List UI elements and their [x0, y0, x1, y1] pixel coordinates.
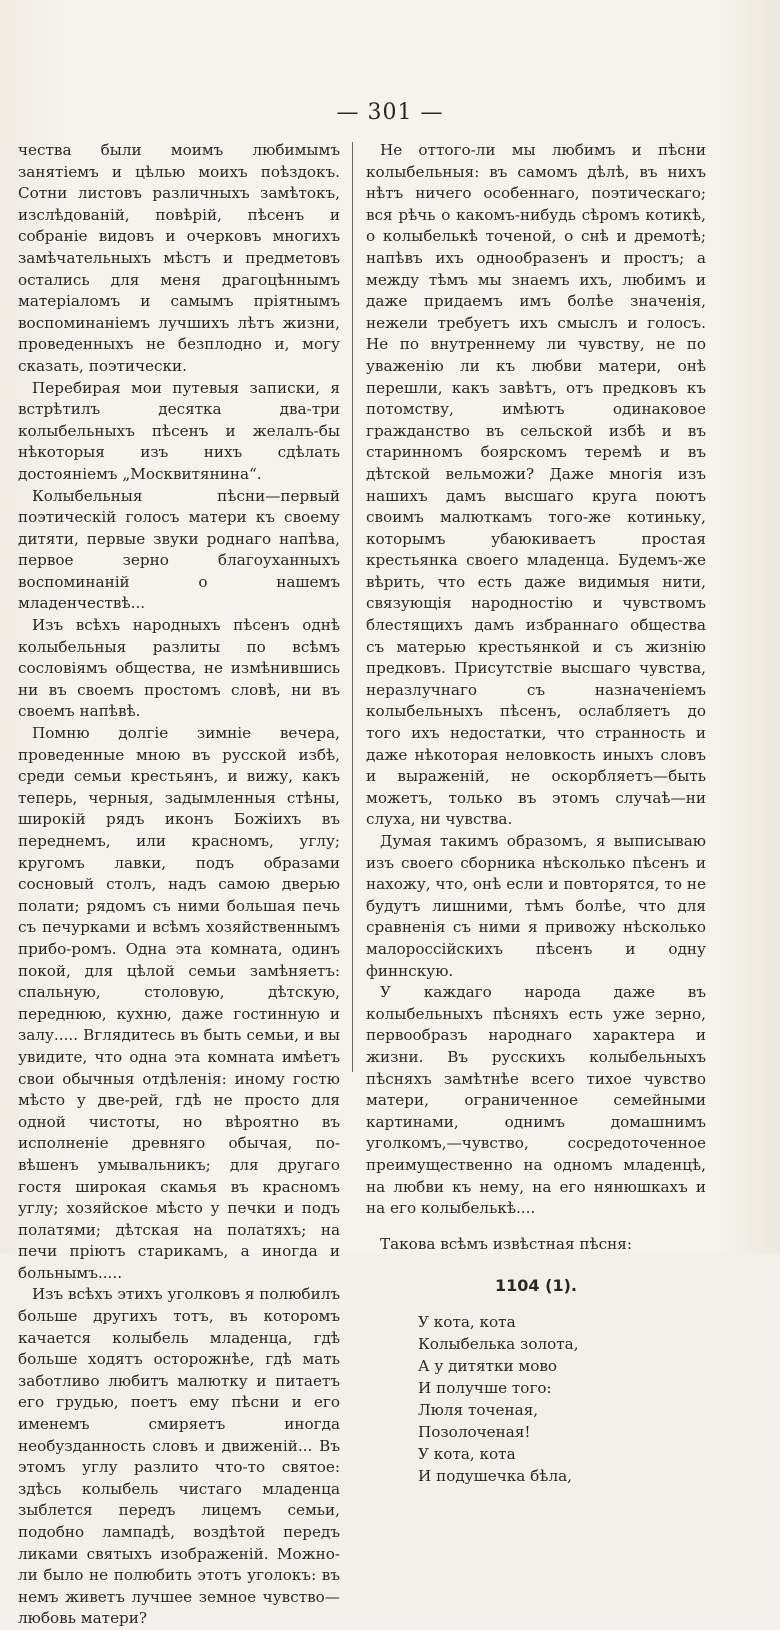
page-number: — 301 —: [336, 100, 444, 125]
verse-line: И получше того:: [418, 1378, 552, 1397]
paragraph: Не оттого-ли мы любимъ и пѣсни колыбельныя: въ самомъ дѣлѣ, въ нихъ нѣтъ ничего особеннаго, поэтическаго; вся рѣчь о какомъ-нибудь сѣромъ котикѣ, о колыбелькѣ точеной, о снѣ и дремотѣ; напѣвъ ихъ однообразенъ и простъ; а между тѣмъ мы знаемъ ихъ, любимъ и даже придаемъ имъ болѣе значенія, нежели требуетъ ихъ смыслъ и голосъ. Не по внутреннему ли чувству, не по уваженію ли къ любви матери, онѣ перешли, какъ завѣтъ, отъ предковъ къ потомству, имѣютъ одинаковое гражданство въ сельской избѣ и въ старинномъ боярскомъ теремѣ и въ дѣтской вельможи? Даже многія изъ нашихъ дамъ высшаго круга поютъ своимъ малюткамъ того-же котиньку, которымъ убаюкиваетъ простая крестьянка своего младенца. Будемъ-же вѣрить, что есть даже видимыя нити, связующія народностію и чувствомъ блестящихъ дамъ избраннаго общества съ матерью крестьянкой и съ жизнію предковъ. Присутствіе высшаго чувства, неразлучнаго съ назначеніемъ колыбельныхъ пѣсенъ, ослабляетъ до того ихъ недостатки, что странность и даже нѣкоторая неловкость иныхъ словъ и выраженій, не оскорбляетъ—быть можетъ, только въ этомъ случаѣ—ни слуха, ни чувства.: [366, 141, 706, 829]
verse-line: У кота, кота: [418, 1312, 516, 1331]
left-column: [18, 140, 340, 1630]
paragraph: чества были моимъ любимымъ занятіемъ и цѣлью моихъ поѣздокъ. Сотни листовъ различныхъ замѣтокъ, изслѣдованій, повѣрій, пѣсенъ и собраніе видовъ и очерковъ многихъ замѣчательныхъ мѣстъ и предметовъ остались для меня драгоцѣннымъ матеріаломъ и самымъ пріятнымъ воспоминаніемъ лучшихъ лѣтъ жизни, проведенныхъ не безплодно и, могу сказать, поэтически.: [18, 141, 340, 375]
right-column: [366, 140, 706, 1487]
verse-line: Колыбелька золота,: [418, 1334, 579, 1353]
verse-line: Позолоченая!: [418, 1422, 531, 1441]
paragraph: Колыбельныя пѣсни—первый поэтическій голосъ матери къ своему дитяти, первые звуки роднаго напѣва, первое зерно благоуханныхъ воспоминаній о нашемъ младенчествѣ...: [18, 486, 340, 613]
song-intro: Такова всѣмъ извѣстная пѣсня:: [380, 1234, 632, 1253]
paragraph: Помню долгіе зимніе вечера, проведенные мною въ русской избѣ, среди семьи крестьянъ, и вижу, какъ теперь, черныя, задымленныя стѣны, широкій рядъ иконъ Божіихъ въ переднемъ, или красномъ, углу; кругомъ лавки, подъ образами сосновый столъ, надъ самою дверью полати; рядомъ съ ними большая печь съ печурками и всѣмъ хозяйственнымъ прибо-ромъ. Одна эта комната, одинъ покой, для цѣлой семьи замѣняетъ: спальную, столовую, дѣтскую, переднюю, кухню, даже гостинную и залу..... Вглядитесь въ быть семьи, и вы увидите, что одна эта комната имѣетъ свои обычныя отдѣленія: иному гостю мѣсто у две-рей, гдѣ не просто для одной чистоты, но вѣроятно въ исполненіе древняго обычая, по-вѣшенъ умывальникъ; для другаго гостя широкая скамья въ красномъ углу; хозяйское мѣсто у печки и подъ полатями; дѣтская на полатяхъ; на печи пріютъ старикамъ, а иногда и больнымъ.....: [18, 724, 340, 1282]
verse-line: И подушечка бѣла,: [418, 1466, 572, 1485]
paragraph: Изъ всѣхъ этихъ уголковъ я полюбилъ больше другихъ тотъ, въ которомъ качается колыбель младенца, гдѣ больше ходятъ осторожнѣе, гдѣ мать заботливо любитъ малютку и питаетъ его грудью, поетъ ему пѣсни и его именемъ смиряетъ иногда необузданность словъ и движеній... Въ этомъ углу разлито что-то святое: здѣсь колыбель чистаго младенца зыблется передъ лицемъ семьи, подобно лампадѣ, воздѣтой передъ ликами святыхъ изображеній. Можно-ли было не полюбить этотъ уголокъ: въ немъ живетъ лучшее земное чувство—любовь матери?: [18, 1285, 340, 1628]
verse-line: Люля точеная,: [418, 1400, 539, 1419]
paragraph: Перебирая мои путевыя записки, я встрѣтилъ десятка два-три колыбельныхъ пѣсенъ и желалъ-бы нѣкоторыя изъ нихъ сдѣлать достояніемъ „Москвитянина“.: [18, 378, 340, 483]
song-number: 1104 (1).: [495, 1276, 577, 1296]
paragraph: Изъ всѣхъ народныхъ пѣсенъ однѣ колыбельныя разлиты по всѣмъ сословіямъ общества, не измѣнившись ни въ своемъ простомъ словѣ, ни въ своемъ напѣвѣ.: [18, 616, 340, 721]
verse-line: У кота, кота: [418, 1444, 516, 1463]
verse-line: А у дитятки мово: [418, 1356, 558, 1375]
paragraph: Думая такимъ образомъ, я выписываю изъ своего сборника нѣсколько пѣсенъ и нахожу, что, онѣ если и повторятся, то не будутъ лишними, тѣмъ болѣе, что для сравненія съ ними я привожу нѣсколько малороссійскихъ пѣсенъ и одну финнскую.: [366, 832, 706, 980]
paragraph: У каждаго народа даже въ колыбельныхъ пѣсняхъ есть уже зерно, первообразъ народнаго характера и жизни. Въ русскихъ колыбельныхъ пѣсняхъ замѣтнѣе всего тихое чувство матери, ограниченное семейными картинами, однимъ домашнимъ уголкомъ,—чувство, сосредоточенное преимущественно на одномъ младенцѣ, на любви къ нему, на его нянюшкахъ и на его колыбелькѣ....: [366, 983, 706, 1218]
column-divider: [352, 142, 353, 1072]
